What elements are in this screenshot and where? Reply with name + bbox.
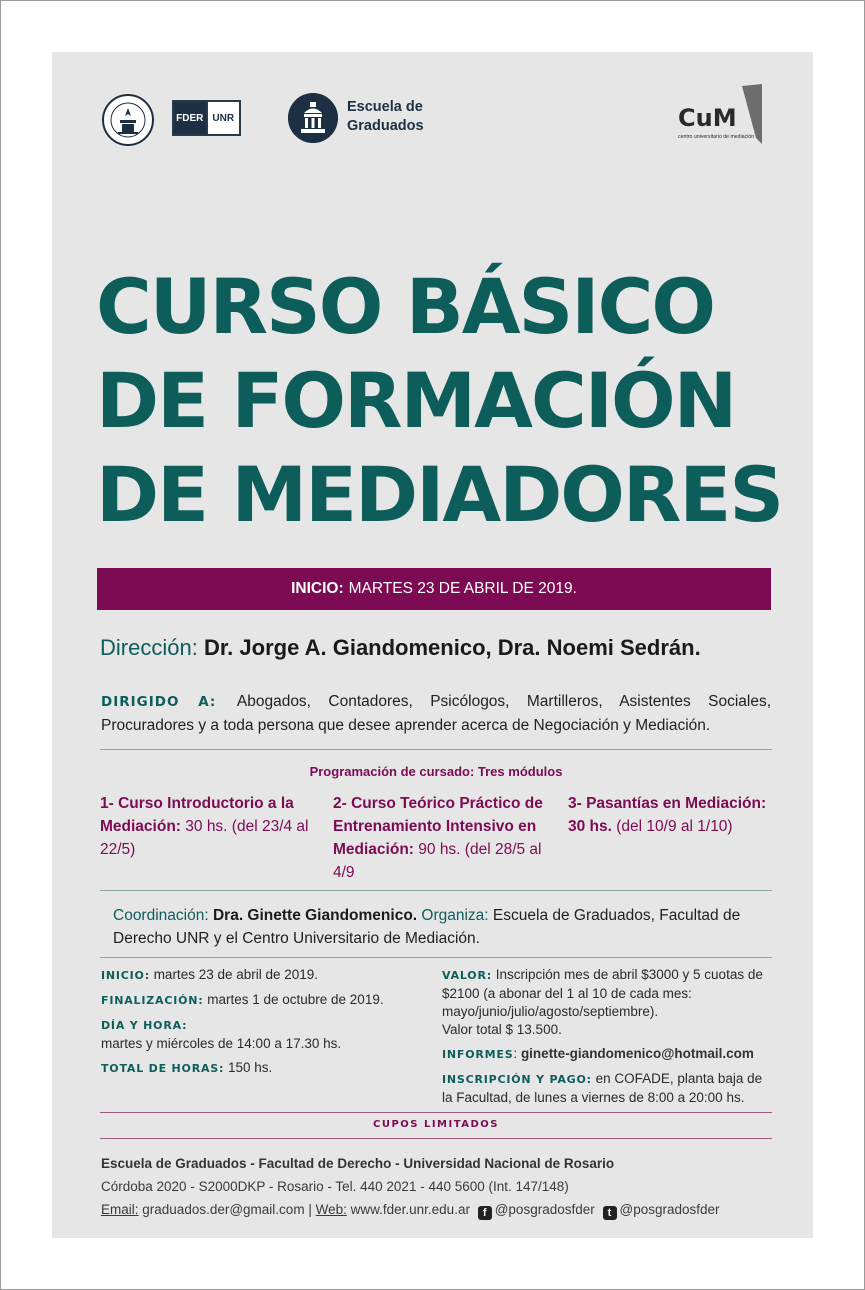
course-title bbox=[96, 260, 796, 542]
direccion-label: Dirección: bbox=[100, 635, 198, 660]
divider bbox=[100, 957, 772, 958]
inscripcion-value: en COFADE, planta baja de la Facultad, de lunes a viernes de 8:00 a 20:00 hs. bbox=[442, 1071, 763, 1105]
inicio-row bbox=[101, 966, 401, 985]
start-value: MARTES 23 DE ABRIL DE 2019. bbox=[348, 580, 577, 597]
twitter-handle[interactable]: @posgradosfder bbox=[619, 1202, 720, 1217]
email-label: Email: bbox=[101, 1202, 139, 1217]
dirigido-label: DIRIGIDO A: bbox=[101, 694, 217, 710]
valor-value: Inscripción mes de abril $3000 y 5 cuotas de $2100 (a abonar del 1 al 10 de cada mes: mayo/junio/julio/agosto/septiembre). bbox=[442, 967, 763, 1019]
twitter-icon[interactable]: t bbox=[603, 1206, 617, 1220]
web-link[interactable]: www.fder.unr.edu.ar bbox=[350, 1202, 470, 1217]
footer bbox=[101, 1152, 781, 1221]
inicio-label: INICIO: bbox=[101, 969, 150, 982]
total-label: TOTAL DE HORAS: bbox=[101, 1062, 225, 1075]
organiza-label: Organiza: bbox=[421, 907, 489, 924]
divider bbox=[100, 890, 772, 891]
coordinacion-label: Coordinación: bbox=[113, 907, 209, 924]
total-row bbox=[101, 1059, 401, 1078]
module-3-name: 3- Pasantías en Mediación: 30 hs. bbox=[568, 795, 767, 835]
poster bbox=[52, 52, 813, 1238]
valor-row bbox=[442, 966, 767, 1039]
details-left bbox=[101, 966, 401, 1084]
divider bbox=[100, 1112, 772, 1113]
escuela-graduados-logo bbox=[347, 98, 457, 136]
informes-email-link[interactable]: ginette-giandomenico@hotmail.com bbox=[520, 1046, 754, 1061]
fder-logo-text: FDER bbox=[174, 102, 206, 134]
web-label: Web: bbox=[315, 1202, 347, 1217]
escuela-line-2: Graduados bbox=[347, 118, 424, 134]
escuela-building-icon bbox=[288, 93, 338, 143]
start-date-banner bbox=[97, 568, 771, 610]
module-3-detail: (del 10/9 al 1/10) bbox=[616, 818, 733, 835]
fin-label: FINALIZACIÓN: bbox=[101, 994, 204, 1007]
valor-label: VALOR: bbox=[442, 969, 492, 982]
fder-unr-logo bbox=[172, 100, 241, 136]
facebook-icon[interactable]: f bbox=[478, 1206, 492, 1220]
divider bbox=[100, 1138, 772, 1139]
inscripcion-row bbox=[442, 1070, 767, 1107]
svg-text:centro universitario de mediac: centro universitario de mediación bbox=[678, 134, 755, 140]
title-line-2: DE FORMACIÓN bbox=[96, 356, 736, 445]
direccion-value: Dr. Jorge A. Giandomenico, Dra. Noemi Sedrán. bbox=[203, 635, 701, 660]
module-1-name: 1- Curso Introductorio a la Mediación: bbox=[100, 795, 294, 835]
dia-row bbox=[101, 1016, 401, 1053]
dia-label: DÍA Y HORA: bbox=[101, 1019, 188, 1032]
module-3 bbox=[568, 792, 774, 838]
total-value: 150 hs. bbox=[227, 1060, 273, 1075]
coordinacion-paragraph bbox=[113, 904, 773, 950]
informes-row: INFORMES: ginette-giandomenico@hotmail.com bbox=[442, 1046, 754, 1061]
inscripcion-label: INSCRIPCIÓN Y PAGO: bbox=[442, 1073, 592, 1086]
facebook-handle[interactable]: @posgradosfder bbox=[494, 1202, 595, 1217]
direccion-line bbox=[100, 635, 790, 661]
unr-logo-text: UNR bbox=[206, 102, 240, 134]
footer-institution: Escuela de Graduados - Facultad de Derecho - Universidad Nacional de Rosario bbox=[101, 1156, 615, 1171]
cupos-limitados: CUPOS LIMITADOS bbox=[372, 1119, 500, 1130]
start-label: INICIO: bbox=[291, 580, 344, 597]
organiza-value: Escuela de Graduados, Facultad de Derecho UNR y el Centro Universitario de Mediación. bbox=[113, 907, 741, 947]
divider bbox=[100, 749, 772, 750]
module-2 bbox=[333, 792, 553, 884]
module-2-name: 2- Curso Teórico Práctico de Entrenamiento Intensivo en Mediación: bbox=[333, 795, 543, 858]
escuela-line-1: Escuela de bbox=[347, 99, 423, 115]
svg-text:CuM: CuM bbox=[678, 104, 737, 132]
details-right bbox=[442, 966, 767, 1113]
footer-contacts: Email: graduados.der@gmail.com | Web: www.fder.unr.edu.ar f @posgradosfder t @posgradosfder bbox=[101, 1202, 720, 1219]
valor-total: Valor total $ 13.500. bbox=[442, 1022, 562, 1037]
coordinacion-name: Dra. Ginette Giandomenico. bbox=[212, 907, 418, 924]
programacion-title: Programación de cursado: Tres módulos bbox=[309, 764, 563, 779]
dirigido-paragraph bbox=[101, 690, 771, 738]
email-link[interactable]: graduados.der@gmail.com bbox=[142, 1202, 305, 1217]
module-1 bbox=[100, 792, 314, 861]
module-2-detail: 90 hs. (del 28/5 al 4/9 bbox=[333, 841, 542, 881]
fin-row bbox=[101, 991, 401, 1010]
inicio-value: martes 23 de abril de 2019. bbox=[153, 967, 319, 982]
informes-label: INFORMES bbox=[442, 1048, 514, 1061]
title-line-3: DE MEDIADORES bbox=[96, 450, 783, 539]
title-line-1: CURSO BÁSICO bbox=[96, 262, 714, 351]
fin-value: martes 1 de octubre de 2019. bbox=[207, 992, 384, 1007]
footer-address: Córdoba 2020 - S2000DKP - Rosario - Tel. 440 2021 - 440 5600 (Int. 147/148) bbox=[101, 1179, 569, 1194]
dia-value: martes y miércoles de 14:00 a 17.30 hs. bbox=[101, 1036, 342, 1051]
dirigido-value: Abogados, Contadores, Psicólogos, Martilleros, Asistentes Sociales, Procuradores y a toda persona que desee aprender acerca de Negociación y Mediación. bbox=[101, 693, 772, 734]
module-1-detail: 30 hs. (del 23/4 al 22/5) bbox=[100, 818, 309, 858]
university-seal-icon bbox=[102, 94, 154, 146]
cum-logo-icon bbox=[674, 82, 766, 148]
